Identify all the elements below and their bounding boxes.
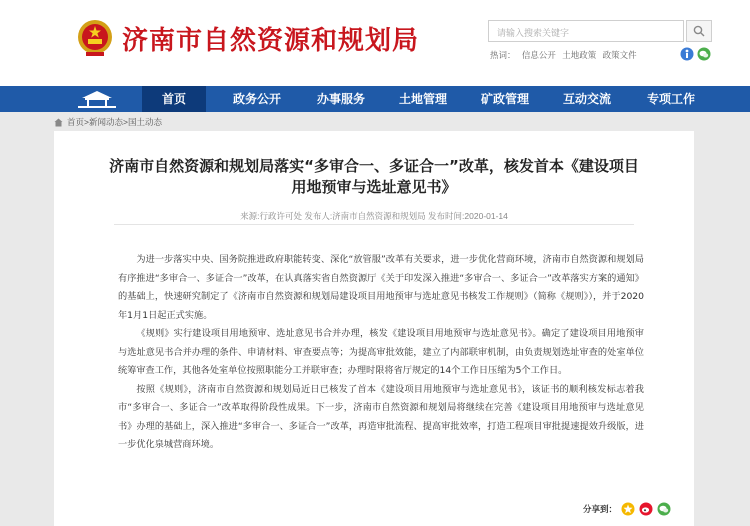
article-title-line: 济南市自然资源和规划局落实“多审合一、多证合一”改革，核发首本《建设项目 [109,157,639,175]
wechat-icon[interactable] [697,47,711,61]
breadcrumb [54,116,162,128]
article-paragraph: 《规则》实行建设项目用地预审、选址意见书合并办理，核发《建设项目用地预审与选址意见书》。确定了建设项目用地预审与选址意见书合并办理的条件、申请材料、审查要点等；为提高审批效能，建立了内部联审机制，由负责规划选址审查的处室单位统筹审查工作，其他各处室单位按照职能分工并联审查；办理时限将省厅规定的14个工作日压缩为5个工作日。 [118,328,644,376]
main-nav [0,86,750,112]
home-icon [54,118,63,127]
search-button[interactable] [686,20,712,42]
accessibility-icon[interactable] [680,47,694,61]
hot-words-label: 热词： [490,50,516,60]
article-title-line: 用地预审与选址意见书》 [291,178,457,196]
hot-words [490,49,641,61]
city-landmark-icon [74,89,120,109]
breadcrumb-land-news[interactable]: 国土动态 [127,117,162,127]
wechat-share-icon[interactable] [657,502,671,516]
search-input[interactable]: 请输入搜索关键字 [488,20,684,42]
nav-item-mining-management[interactable]: 矿政管理 [480,92,529,106]
qzone-icon[interactable] [621,502,635,516]
nav-item-government-affairs[interactable]: 政务公开 [232,92,281,106]
article-meta: 来源:行政许可处 发布人:济南市自然资源和规划局 发布时间:2020-01-14 [240,211,508,221]
article-panel [54,131,694,526]
article-body [118,251,644,455]
national-emblem-icon [76,18,114,58]
hot-word-link[interactable]: 信息公开 [521,50,556,60]
divider [114,224,634,225]
breadcrumb-separator: > [84,117,89,127]
breadcrumb-news[interactable]: 新闻动态 [88,117,123,127]
article-paragraph: 按照《规则》，济南市自然资源和规划局近日已核发了首本《建设项目用地预审与选址意见书》，该证书的顺利核发标志着我市“多审合一、多证合一”改革取得阶段性成果。下一步，济南市自然资源和规划局将继续在完善《建设项目用地预审与选址意见书》办理的基础上，深入推进“多审合一、多证合一”改革，再造审批流程、提高审批效率，打造工程项目审批提速提效升级版，进一步优化泉城营商环境。 [118,383,644,450]
nav-item-interaction[interactable]: 互动交流 [562,92,611,106]
breadcrumb-home[interactable]: 首页 [67,117,85,127]
nav-item-special-work[interactable]: 专项工作 [646,92,695,106]
breadcrumb-separator: > [123,117,128,127]
article-paragraph: 为进一步落实中央、国务院推进政府职能转变、深化“放管服”改革有关要求，进一步优化营商环境，济南市自然资源和规划局有序推进“多审合一、多证合一”改革，在认真落实省自然资源厅《关于印发深入推进“多审合一、多证合一”改革落实方案的通知》的基础上，快速研究制定了《济南市自然资源和规划局建设项目用地预审与选址意见书核发工作规则》（简称《规则》），并于2020年1月1日起正式实施。 [118,254,644,321]
share-label: 分享到： [583,504,618,514]
nav-item-services[interactable]: 办事服务 [316,92,365,106]
share-bar [583,502,671,516]
site-header [0,0,750,86]
hot-word-link[interactable]: 政策文件 [602,50,637,60]
weibo-icon[interactable] [639,502,653,516]
search-icon [693,25,705,37]
article-title [54,156,694,198]
nav-item-land-management[interactable]: 土地管理 [398,92,447,106]
site-title[interactable]: 济南市自然资源和规划局 [122,26,420,56]
hot-word-link[interactable]: 土地政策 [562,50,597,60]
nav-item-home[interactable]: 首页 [142,86,206,112]
